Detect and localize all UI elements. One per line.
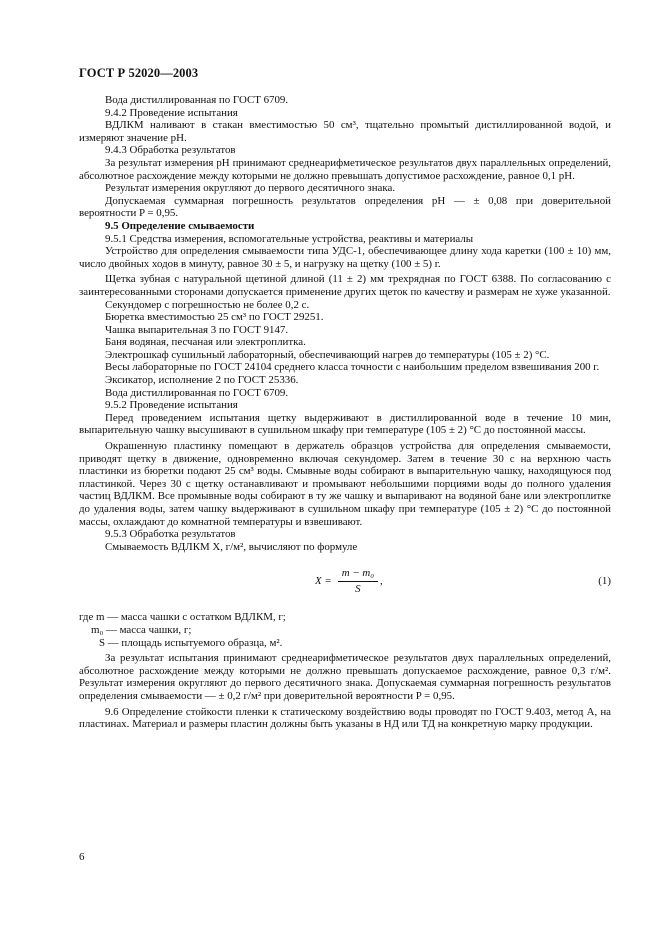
paragraph: Устройство для определения смываемости типа УДС-1, обеспечивающее длину хода каретки (100 ± 10) мм, число двойных ходов в минуту, равное 30 ± 5, и нагрузку на щетку (100 ± 5) г.: [79, 245, 611, 270]
list-item: Эксикатор, исполнение 2 по ГОСТ 25336.: [105, 374, 299, 387]
paragraph: ВДЛКМ наливают в стакан вместимостью 50 см³, тщательно промытый дистиллированной водой, и измеряют значение рН.: [79, 119, 611, 144]
paragraph: За результат измерения рН принимают среднеарифметическое результатов двух параллельных определений, абсолютное расхождение между которыми не должно превышать допустимое расхождение, равное 0,1 рН.: [79, 156, 611, 182]
variable-definition: S — площадь испытуемого образца, м².: [99, 636, 283, 649]
paragraph: Вода дистиллированная по ГОСТ 6709.: [105, 94, 289, 106]
paragraph: Щетка зубная с натуральной щетиной длиной (11 ± 2) мм трехрядная по ГОСТ 6388. По согласованию с заинтересованными сторонами допускается применение других щеток по качеству и размерам не хуже указанной.: [79, 273, 611, 298]
list-item: Чашка выпарительная 3 по ГОСТ 9147.: [105, 323, 289, 336]
formula-denominator: S: [355, 582, 361, 595]
document-header: ГОСТ Р 52020—2003: [79, 66, 199, 80]
list-item: Весы лабораторные по ГОСТ 24104 среднего класса точности с наибольшим пределом взвешивания 200 г.: [105, 361, 600, 374]
subsection-heading: 9.5.3 Обработка результатов: [105, 528, 236, 541]
formula: [315, 567, 383, 595]
paragraph: Смываемость ВДЛКМ X, г/м², вычисляют по формуле: [105, 540, 358, 553]
formula-numerator: m − m₀: [338, 567, 378, 582]
formula-fraction: [338, 567, 378, 595]
subsection-heading: 9.5.1 Средства измерения, вспомогательные устройства, реактивы и материалы: [105, 232, 474, 245]
list-item: Бюретка вместимостью 25 см³ по ГОСТ 29251.: [105, 311, 324, 324]
list-item: Вода дистиллированная по ГОСТ 6709.: [105, 386, 289, 399]
paragraph: Результат измерения округляют до первого десятичного знака.: [105, 182, 396, 195]
paragraph: Допускаемая суммарная погрешность результатов определения рН — ± 0,08 при доверительной вероятности P = 0,95.: [79, 194, 611, 220]
paragraph: За результат испытания принимают среднеарифметическое результатов двух параллельных определений, абсолютное расхождение между которыми не должно превышать допускаемое расхождение, равное 0,3 г/м². Результат измерения округляют до первого десятичного знака. Допускаемая суммарная погрешность результатов определения смываемости — ± 0,2 г/м² при доверительной вероятности P = 0,95.: [79, 652, 611, 702]
formula-comma: ,: [380, 575, 383, 588]
variable-definition: m₀ — масса чашки, г;: [91, 623, 192, 636]
subsection-heading: 9.4.3 Обработка результатов: [105, 144, 236, 157]
page-number: 6: [79, 851, 85, 863]
variable-definition: где m — масса чашки с остатком ВДЛКМ, г;: [79, 611, 286, 624]
subsection-heading: 9.5.2 Проведение испытания: [105, 399, 238, 412]
formula-block: [79, 565, 611, 603]
list-item: Секундомер с погрешностью не более 0,2 с.: [105, 298, 310, 311]
section-heading: 9.5 Определение смываемости: [105, 219, 255, 232]
document-body: [79, 94, 611, 731]
paragraph: Перед проведением испытания щетку выдерживают в дистиллированной воде в течение 10 мин, выпарительную чашку высушивают в сушильном шкафу при температуре (105 ± 2) °С до постоянной массы.: [79, 411, 611, 437]
formula-lhs: X =: [315, 575, 332, 588]
paragraph: Окрашенную пластинку помещают в держатель образцов устройства для определения смываемости, приводят щетку в движение, одновременно включая секундомер. Затем в течение 30 с на верхнюю часть пластинки из бюретки подают 25 см³ воды. Смывные воды собирают в выпарительную чашку, находящуюся под пластинкой. Через 30 с щетку останавливают и промывают небольшими порциями воды до полного удаления частиц ВДЛКМ. Все промывные воды собирают в ту же чашку и выпаривают на водяной бане или электроплитке до удаления воды, затем чашку выдерживают в сушильном шкафу при температуре (105 ± 2) °С до постоянной массы, охлаждают до комнатной температуры и взвешивают.: [79, 440, 611, 528]
list-item: Электрошкаф сушильный лабораторный, обеспечивающий нагрев до температуры (105 ± 2) °С.: [105, 348, 550, 361]
paragraph: 9.6 Определение стойкости пленки к статическому воздействию воды проводят по ГОСТ 9.403, метод А, на пластинах. Материал и размеры пластин должны быть указаны в НД или ТД на конкретную марку продукции.: [79, 705, 611, 731]
subsection-heading: 9.4.2 Проведение испытания: [105, 106, 238, 119]
equation-number: (1): [598, 575, 611, 588]
list-item: Баня водяная, песчаная или электроплитка.: [105, 336, 306, 349]
